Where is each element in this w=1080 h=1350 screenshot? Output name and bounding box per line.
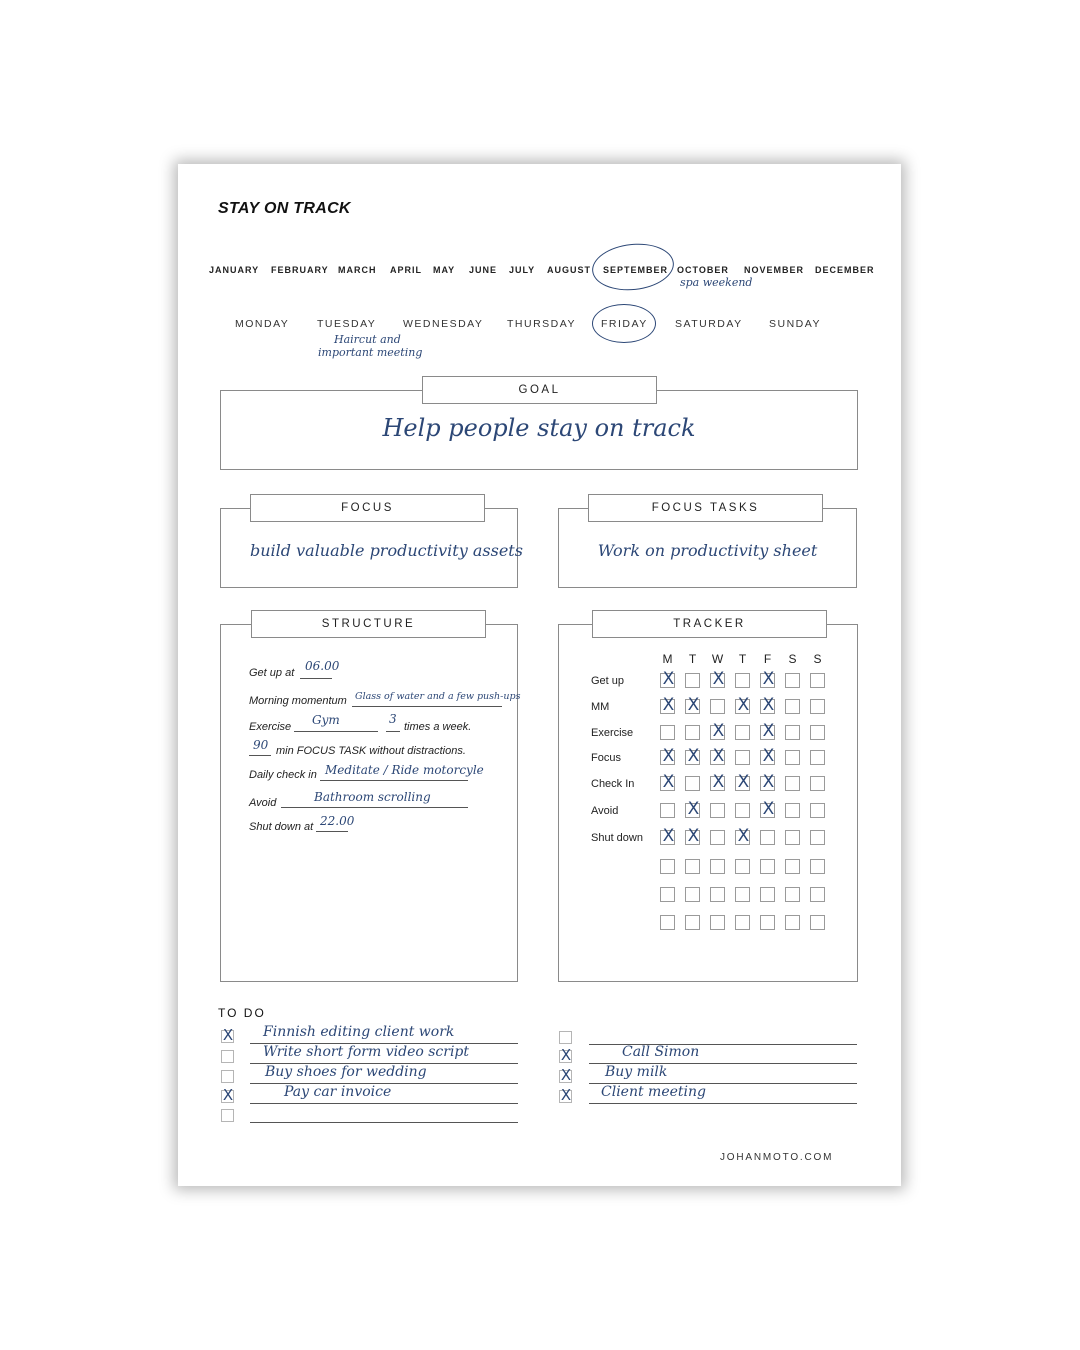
check-mark-icon: X: [762, 799, 775, 819]
tracker-row-label: Check In: [591, 778, 635, 790]
check-mark-icon: X: [737, 826, 750, 846]
tracker-row-label: MM: [591, 701, 610, 713]
check-mark-icon: X: [737, 772, 750, 792]
tracker-checkbox[interactable]: [760, 721, 775, 741]
todo-checkbox[interactable]: [221, 1050, 234, 1063]
check-mark-icon: X: [687, 826, 700, 846]
page-title: STAY ON TRACK: [218, 200, 351, 217]
check-mark-icon: X: [737, 695, 750, 715]
check-mark-icon: X: [662, 669, 675, 689]
tracker-label: TRACKER: [592, 610, 827, 638]
tracker-checkbox[interactable]: [685, 673, 700, 688]
tracker-checkbox[interactable]: [660, 887, 675, 902]
month-july[interactable]: JULY: [509, 265, 536, 275]
tracker-day-t: T: [688, 652, 697, 666]
tracker-checkbox[interactable]: [760, 695, 775, 715]
todo-checkbox[interactable]: [559, 1046, 572, 1064]
tracker-checkbox[interactable]: [710, 803, 725, 818]
tracker-day-f: F: [763, 652, 772, 666]
tracker-checkbox[interactable]: [660, 725, 675, 740]
tracker-checkbox[interactable]: [735, 725, 750, 740]
todo-text[interactable]: Buy milk: [605, 1064, 668, 1080]
tracker-checkbox[interactable]: [810, 725, 825, 740]
check-mark-icon: X: [560, 1086, 572, 1104]
day-tuesday[interactable]: TUESDAY: [317, 318, 377, 330]
momentum-label: Morning momentum: [249, 695, 347, 707]
tracker-checkbox[interactable]: [810, 915, 825, 930]
check-mark-icon: X: [662, 772, 675, 792]
tracker-checkbox[interactable]: [660, 772, 675, 792]
month-december[interactable]: DECEMBER: [815, 265, 875, 275]
month-march[interactable]: MARCH: [338, 265, 377, 275]
footer-url[interactable]: JOHANMOTO.COM: [720, 1152, 834, 1163]
check-mark-icon: X: [662, 746, 675, 766]
check-mark-icon: X: [762, 695, 775, 715]
tracker-checkbox[interactable]: [760, 772, 775, 792]
tracker-checkbox[interactable]: [760, 887, 775, 902]
tracker-checkbox[interactable]: [785, 915, 800, 930]
tracker-checkbox[interactable]: [785, 887, 800, 902]
day-friday[interactable]: FRIDAY: [601, 318, 648, 330]
tracker-checkbox[interactable]: [685, 915, 700, 930]
tracker-checkbox[interactable]: [810, 673, 825, 688]
checkin-value[interactable]: Meditate / Ride motorcyle: [325, 763, 484, 777]
tracker-checkbox[interactable]: [785, 673, 800, 688]
shutdown-label: Shut down at: [249, 821, 314, 833]
goal-text[interactable]: Help people stay on track: [382, 414, 696, 442]
tracker-checkbox[interactable]: [660, 803, 675, 818]
exercise-times[interactable]: 3: [389, 712, 397, 726]
tracker-row-label: Exercise: [591, 727, 634, 739]
tracker-checkbox[interactable]: [710, 699, 725, 714]
todo-text[interactable]: Finnish editing client work: [263, 1024, 455, 1040]
tracker-checkbox[interactable]: [685, 859, 700, 874]
focus-label: FOCUS: [250, 494, 485, 522]
avoid-value[interactable]: Bathroom scrolling: [314, 790, 431, 804]
check-mark-icon: X: [762, 721, 775, 741]
todo-checkbox[interactable]: [559, 1031, 572, 1044]
todo-checkbox[interactable]: [559, 1066, 572, 1084]
focus-minutes-suffix: min FOCUS TASK without distractions.: [276, 745, 466, 757]
tracker-checkbox[interactable]: [735, 859, 750, 874]
tracker-checkbox[interactable]: [710, 830, 725, 845]
tracker-day-t2: T: [738, 652, 747, 666]
tracker-checkbox[interactable]: [685, 725, 700, 740]
month-may[interactable]: MAY: [433, 265, 456, 275]
todo-checkbox[interactable]: [221, 1070, 234, 1083]
exercise-label: Exercise: [249, 721, 292, 733]
check-mark-icon: X: [712, 746, 725, 766]
todo-line: [589, 1103, 857, 1104]
tracker-checkbox[interactable]: [735, 915, 750, 930]
day-saturday[interactable]: SATURDAY: [675, 318, 743, 330]
check-mark-icon: X: [560, 1066, 572, 1084]
tracker-checkbox[interactable]: [785, 750, 800, 765]
todo-checkbox[interactable]: [221, 1109, 234, 1122]
check-mark-icon: X: [687, 746, 700, 766]
todo-checkbox[interactable]: [221, 1026, 234, 1044]
september-circle: [590, 240, 676, 294]
month-april[interactable]: APRIL: [390, 265, 422, 275]
focus-tasks-label: FOCUS TASKS: [588, 494, 823, 522]
tracker-checkbox[interactable]: [710, 746, 725, 766]
todo-text[interactable]: Write short form video script: [263, 1044, 470, 1060]
check-mark-icon: X: [687, 799, 700, 819]
focus-minutes[interactable]: 90: [253, 738, 269, 752]
month-october[interactable]: OCTOBER: [677, 265, 729, 275]
avoid-label: Avoid: [249, 797, 277, 809]
tracker-day-s2: S: [813, 652, 822, 666]
tracker-checkbox[interactable]: [685, 776, 700, 791]
tracker-checkbox[interactable]: [735, 887, 750, 902]
tracker-checkbox[interactable]: [810, 750, 825, 765]
todo-line: [250, 1103, 518, 1104]
todo-text[interactable]: Client meeting: [601, 1084, 706, 1100]
tracker-checkbox[interactable]: [685, 746, 700, 766]
tracker-checkbox[interactable]: [685, 887, 700, 902]
tracker-checkbox[interactable]: [735, 695, 750, 715]
tracker-checkbox[interactable]: [685, 799, 700, 819]
tracker-row-label: Focus: [591, 752, 621, 764]
month-january[interactable]: JANUARY: [209, 265, 260, 275]
tracker-row-label: Avoid: [591, 805, 619, 817]
exercise-suffix: times a week.: [404, 721, 472, 733]
tracker-checkbox[interactable]: [685, 826, 700, 846]
tracker-checkbox[interactable]: [785, 803, 800, 818]
check-mark-icon: X: [687, 695, 700, 715]
tracker-checkbox[interactable]: [760, 830, 775, 845]
month-september[interactable]: SEPTEMBER: [603, 265, 669, 275]
get-up-value[interactable]: 06.00: [305, 659, 340, 673]
momentum-value[interactable]: Glass of water and a few push-ups: [355, 691, 521, 702]
tracker-row-label: Get up: [591, 675, 625, 687]
tracker-checkbox[interactable]: [710, 669, 725, 689]
exercise-times-line: [386, 731, 400, 732]
check-mark-icon: X: [762, 772, 775, 792]
get-up-label: Get up at: [249, 667, 295, 679]
tracker-checkbox[interactable]: [810, 887, 825, 902]
tracker-checkbox[interactable]: [810, 803, 825, 818]
day-note-line2: important meeting: [318, 346, 423, 359]
tracker-checkbox[interactable]: [685, 695, 700, 715]
day-wednesday[interactable]: WEDNESDAY: [403, 318, 484, 330]
exercise-value[interactable]: Gym: [312, 713, 340, 727]
tracker-checkbox[interactable]: [810, 776, 825, 791]
tracker-day-s: S: [788, 652, 797, 666]
shutdown-value[interactable]: 22.00: [320, 814, 355, 828]
check-mark-icon: X: [712, 772, 725, 792]
tracker-checkbox[interactable]: [660, 669, 675, 689]
tracker-checkbox[interactable]: [735, 826, 750, 846]
shutdown-line: [316, 831, 348, 832]
tracker-row-label: Shut down: [591, 832, 643, 844]
todo-text[interactable]: Pay car invoice: [284, 1084, 392, 1100]
tracker-checkbox[interactable]: [810, 699, 825, 714]
tracker-checkbox[interactable]: [735, 673, 750, 688]
tracker-checkbox[interactable]: [735, 772, 750, 792]
tracker-day-w: W: [711, 652, 724, 666]
todo-checkbox[interactable]: [559, 1086, 572, 1104]
tracker-checkbox[interactable]: [785, 699, 800, 714]
day-note-line1: Haircut and: [334, 333, 401, 346]
month-note: spa weekend: [680, 276, 753, 289]
tracker-checkbox[interactable]: [660, 915, 675, 930]
tracker-checkbox[interactable]: [660, 695, 675, 715]
tracker-checkbox[interactable]: [810, 859, 825, 874]
todo-text[interactable]: Buy shoes for wedding: [265, 1064, 427, 1080]
checkin-label: Daily check in: [249, 769, 317, 781]
tracker-checkbox[interactable]: [760, 799, 775, 819]
checkin-line: [320, 780, 468, 781]
check-mark-icon: X: [662, 826, 675, 846]
check-mark-icon: X: [560, 1046, 572, 1064]
structure-label: STRUCTURE: [251, 610, 486, 638]
tracker-checkbox[interactable]: [785, 725, 800, 740]
day-thursday[interactable]: THURSDAY: [507, 318, 576, 330]
tracker-checkbox[interactable]: [760, 669, 775, 689]
tracker-checkbox[interactable]: [735, 750, 750, 765]
check-mark-icon: X: [762, 669, 775, 689]
check-mark-icon: X: [762, 746, 775, 766]
check-mark-icon: X: [222, 1026, 234, 1044]
friday-circle: [592, 304, 656, 343]
goal-label: GOAL: [422, 376, 657, 404]
check-mark-icon: X: [712, 669, 725, 689]
focus-text[interactable]: build valuable productivity assets: [250, 541, 523, 560]
todo-line: [250, 1122, 518, 1123]
tracker-checkbox[interactable]: [710, 859, 725, 874]
tracker-checkbox[interactable]: [785, 859, 800, 874]
month-november[interactable]: NOVEMBER: [744, 265, 805, 275]
check-mark-icon: X: [662, 695, 675, 715]
exercise-line: [294, 731, 378, 732]
planner-sheet: [178, 164, 901, 1186]
check-mark-icon: X: [222, 1086, 234, 1104]
tracker-checkbox[interactable]: [735, 803, 750, 818]
tracker-day-m: M: [662, 652, 673, 666]
month-june[interactable]: JUNE: [469, 265, 498, 275]
tracker-checkbox[interactable]: [710, 772, 725, 792]
tracker-checkbox[interactable]: [785, 776, 800, 791]
todo-label: TO DO: [218, 1006, 266, 1020]
month-august[interactable]: AUGUST: [547, 265, 591, 275]
tracker-checkbox[interactable]: [660, 859, 675, 874]
todo-checkbox[interactable]: [221, 1086, 234, 1104]
todo-text[interactable]: Call Simon: [622, 1044, 700, 1060]
check-mark-icon: X: [712, 721, 725, 741]
tracker-checkbox[interactable]: [660, 826, 675, 846]
tracker-checkbox[interactable]: [660, 746, 675, 766]
tracker-checkbox[interactable]: [710, 915, 725, 930]
tracker-checkbox[interactable]: [785, 830, 800, 845]
day-monday[interactable]: MONDAY: [235, 318, 290, 330]
get-up-line: [300, 678, 332, 679]
tracker-checkbox[interactable]: [710, 887, 725, 902]
momentum-line: [352, 706, 502, 707]
tracker-checkbox[interactable]: [760, 746, 775, 766]
tracker-checkbox[interactable]: [760, 915, 775, 930]
tracker-checkbox[interactable]: [810, 830, 825, 845]
tracker-checkbox[interactable]: [710, 721, 725, 741]
avoid-line: [281, 807, 468, 808]
day-sunday[interactable]: SUNDAY: [769, 318, 821, 330]
tracker-checkbox[interactable]: [760, 859, 775, 874]
month-february[interactable]: FEBRUARY: [271, 265, 329, 275]
focus-minutes-line: [249, 755, 271, 756]
focus-tasks-text[interactable]: Work on productivity sheet: [597, 541, 818, 560]
